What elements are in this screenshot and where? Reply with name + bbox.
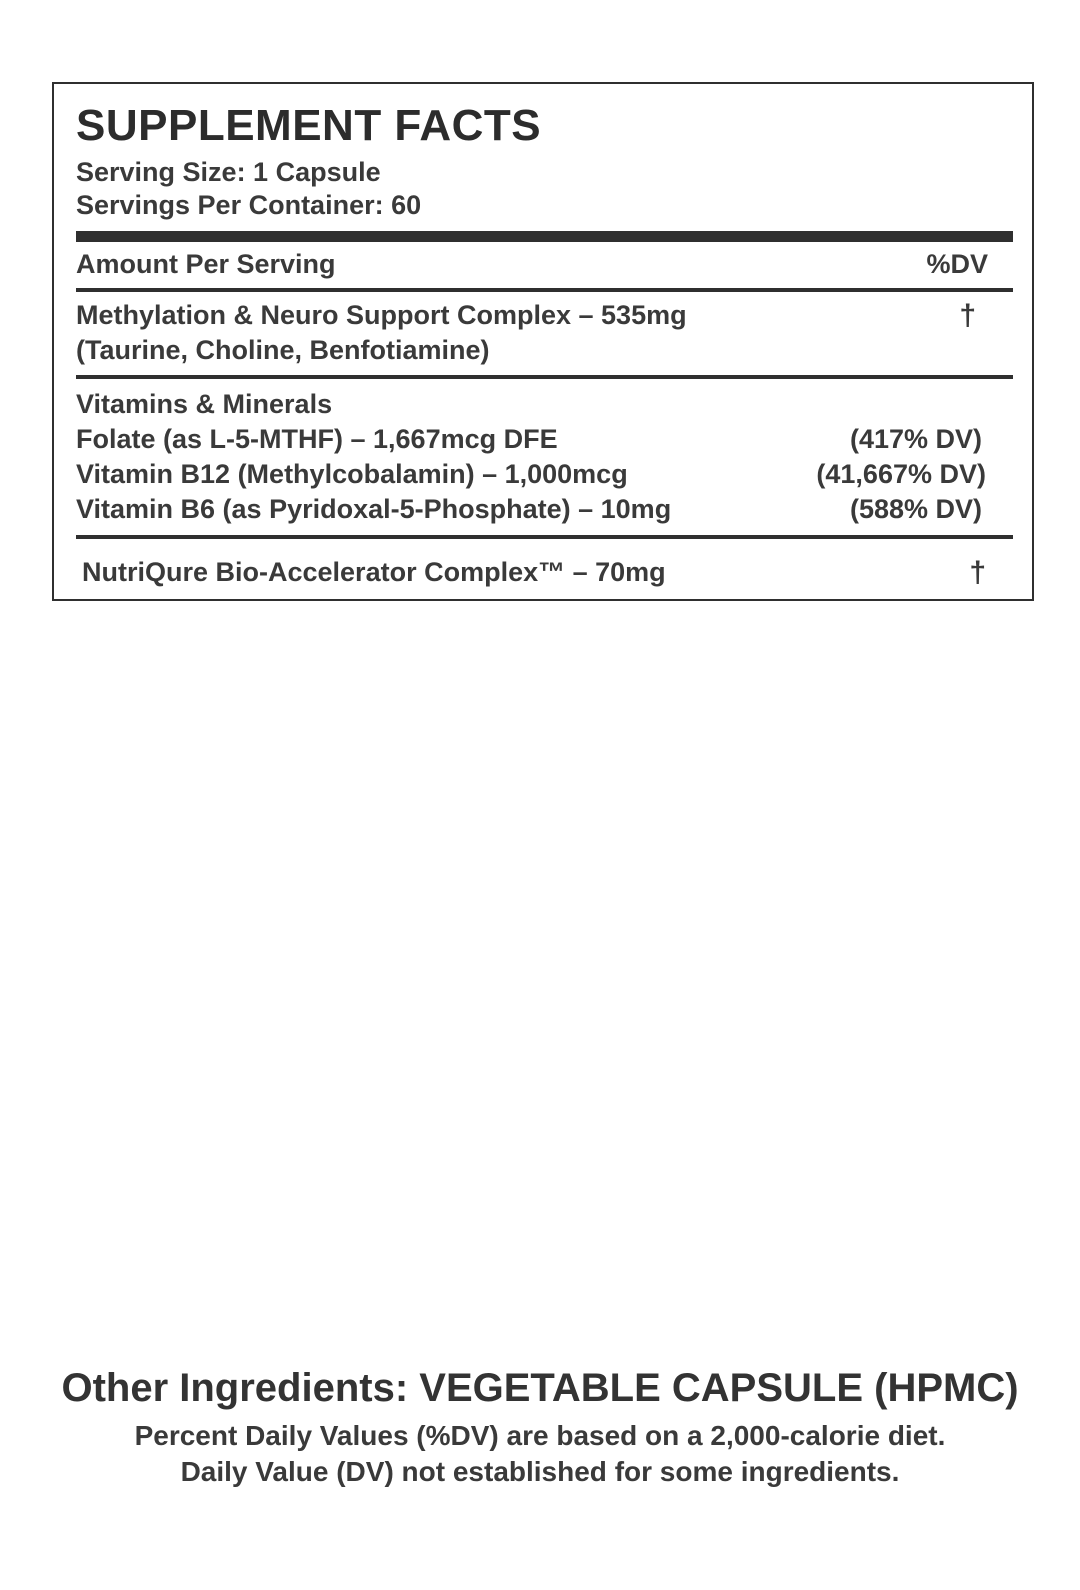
vitamin-dv-b12: (41,667% DV) [816,459,986,489]
other-ingredients: Other Ingredients: VEGETABLE CAPSULE (HPMC) [61,1366,1019,1410]
divider [76,535,1013,539]
vitamin-name-folate: Folate (as L-5-MTHF) – 1,667mcg DFE [76,424,558,454]
complex2-name: NutriQure Bio-Accelerator Complex™ – 70mg [82,557,666,587]
footnote-dv-not-established: Daily Value (DV) not established for some ingredients. [180,1456,900,1487]
servings-per-container: Servings Per Container: 60 [76,190,422,220]
complex2-dv: † [969,556,986,589]
divider [76,288,1013,292]
complex1-name: Methylation & Neuro Support Complex – 535mg [76,300,687,330]
supplement-facts-panel [52,82,1034,601]
footnote-dv-basis: Percent Daily Values (%DV) are based on a 2,000-calorie diet. [134,1420,946,1451]
complex1-dv: † [959,299,976,332]
vitamin-name-b6: Vitamin B6 (as Pyridoxal-5-Phosphate) – 10mg [76,494,672,524]
dv-header: %DV [926,249,988,279]
vitamin-name-b12: Vitamin B12 (Methylcobalamin) – 1,000mcg [76,459,628,489]
complex1-sub: (Taurine, Choline, Benfotiamine) [76,335,490,365]
vitamin-dv-folate: (417% DV) [849,424,982,454]
serving-size: Serving Size: 1 Capsule [76,157,381,187]
vitamin-dv-b6: (588% DV) [849,494,982,524]
facts-title: SUPPLEMENT FACTS [76,101,542,150]
divider [76,375,1013,379]
amount-per-serving-header: Amount Per Serving [76,249,336,279]
vitamins-heading: Vitamins & Minerals [76,389,333,419]
thick-divider [76,231,1013,242]
